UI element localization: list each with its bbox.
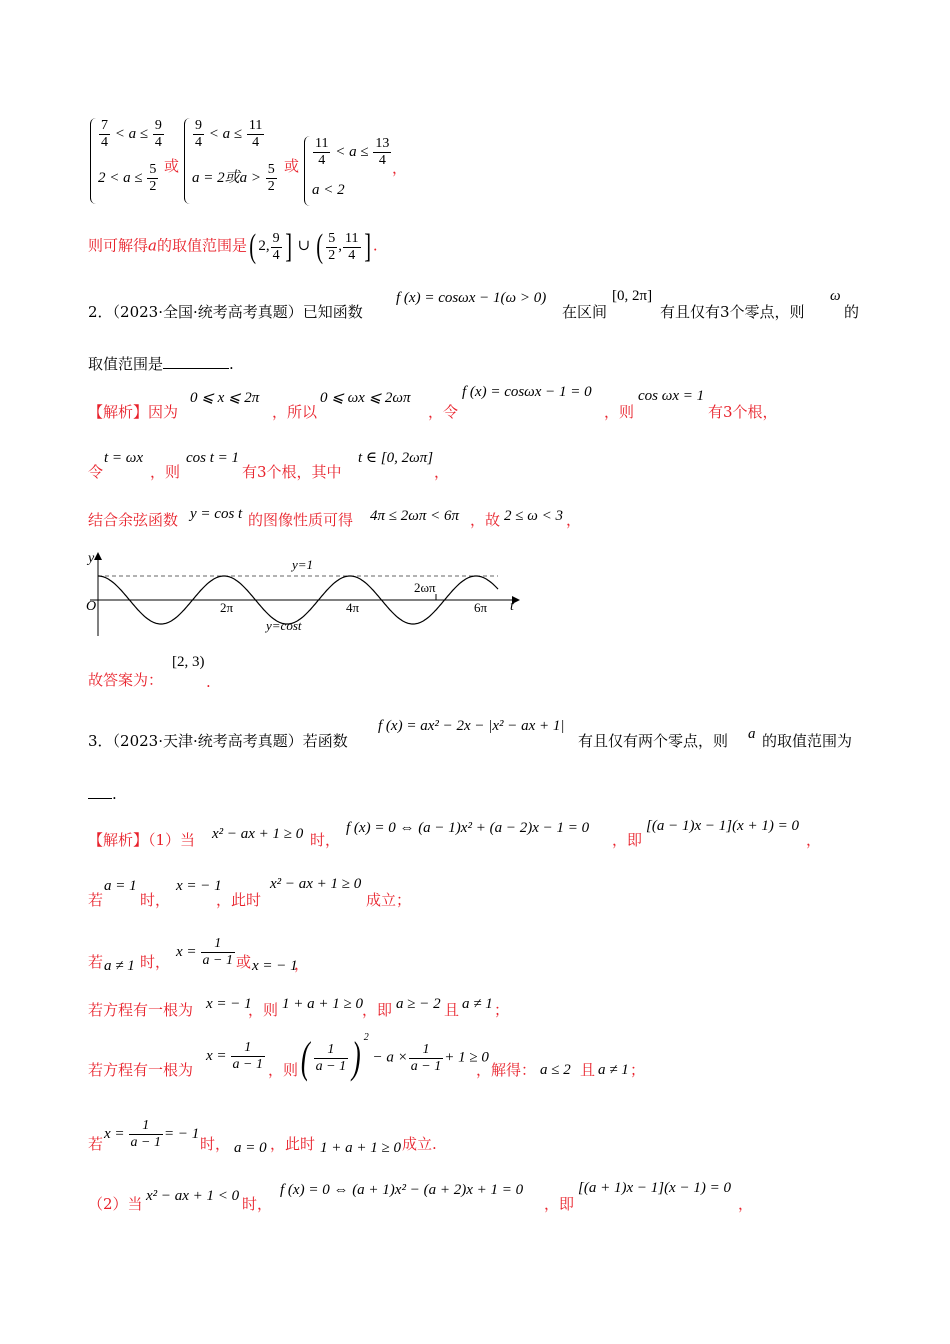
q2-sol-m4: cos ωx = 1 — [638, 388, 705, 404]
q3-sol-r1: 【解析】（1）当 — [88, 831, 196, 849]
q3-sol-r6-end: 成立. — [402, 1135, 437, 1153]
y-equals-1-label: y=1 — [292, 557, 314, 572]
q2-sol-l2-roots: 有3个根，其中 — [242, 463, 342, 481]
q3-sol-r6-if: 若 — [88, 1135, 104, 1153]
q3-sol-r4-m2: 1 + a + 1 ≥ 0 — [282, 996, 363, 1012]
q2-sol-l3-a: 结合余弦函数 — [88, 511, 179, 529]
q3-sol-r4-c: ，即 — [362, 1001, 393, 1019]
or-2: 或 — [284, 157, 300, 175]
q3-sol-r1-end: ， — [806, 831, 822, 849]
q3-sol-r7-when: 时， — [242, 1195, 273, 1213]
q2-sol-l2-end: ， — [434, 463, 450, 481]
q2-sol-m3: f (x) = cosωx − 1 = 0 — [462, 384, 592, 400]
q3-sol-r6-when: 时， — [200, 1135, 231, 1153]
q2-answer-end: . — [206, 673, 211, 691]
q2-function: f (x) = cosωx − 1(ω > 0) — [396, 290, 547, 306]
q3-sol-r3-or: 或 — [236, 953, 252, 971]
q2-sol-m5: t = ωx — [104, 450, 144, 466]
q2-line-2: 取值范围是 . — [88, 355, 234, 373]
q3-sol-r1-m3: [(a − 1)x − 1](x + 1) = 0 — [646, 818, 799, 834]
q3-sol-r3-frac: x = $\frac{1}{a - 1}$ — [176, 936, 233, 968]
q3-tail: 的取值范围为 — [762, 732, 853, 750]
tick-4pi: 4π — [346, 600, 360, 615]
q2-interval: [0, 2π] — [612, 288, 653, 304]
y-label: y — [88, 551, 95, 566]
q2-sol-m2: 0 ⩽ ωx ⩽ 2ωπ — [320, 390, 411, 406]
q3-sol-r5-c: ，解得： — [476, 1061, 537, 1079]
answer-blank-2 — [88, 798, 112, 799]
y-equals-cost-label: y=cost — [266, 618, 302, 633]
q2-sol-then: ，则 — [604, 403, 635, 421]
q3-sol-r1-m2: f (x) = 0 ⇔ (a − 1)x² + (a − 2)x − 1 = 0 — [346, 820, 590, 836]
q2-answer: 故答案为： — [88, 671, 164, 689]
q3-sol-r7-m1: x² − ax + 1 < 0 — [146, 1188, 240, 1204]
q3-sol-r2-then: ，此时 — [216, 891, 262, 909]
q3-sol-r6-m2: 1 + a + 1 ≥ 0 — [320, 1140, 401, 1156]
q3-sol-r5-m2: a ≠ 1 — [598, 1062, 629, 1078]
q2-sol-m7: t ∈ [0, 2ωπ] — [358, 450, 434, 466]
q2-sol-l3-b: 的图像性质可得 — [248, 511, 354, 529]
q3-line-1: 3．（2023·天津·统考高考真题）若函数 — [88, 732, 348, 750]
tick-2omega-pi: 2ωπ — [414, 580, 436, 595]
q2-sol-l2-let: 令 — [88, 463, 104, 481]
q3-var: a — [748, 726, 756, 742]
q3-sol-r6-frac: x = $\frac{1}{a - 1}$ = − 1 — [104, 1118, 200, 1150]
q2-sol-m8: y = cos t — [190, 506, 243, 522]
q3-sol-r4-and: 且 — [444, 1001, 460, 1019]
q2-sol-l3-c: ，故 — [470, 511, 501, 529]
q3-sol-r4-m1: x = − 1 — [206, 996, 252, 1012]
q3-sol-r3-m1: a ≠ 1 — [104, 958, 135, 974]
q2-mid-2: 有且仅有3个零点，则 — [660, 303, 805, 321]
q3-sol-r4-m4: a ≠ 1 — [462, 996, 493, 1012]
q3-sol-r1-m1: x² − ax + 1 ≥ 0 — [212, 826, 304, 842]
q3-sol-r5-end: ； — [630, 1061, 646, 1079]
q3-sol-r5-a: 若方程有一根为 — [88, 1061, 194, 1079]
cosine-graph — [80, 548, 530, 640]
q2-sol-roots: 有3个根， — [708, 403, 778, 421]
q3-sol-r2-if: 若 — [88, 891, 104, 909]
q2-solution-line-1: 【解析】因为 — [88, 403, 179, 421]
answer-blank — [163, 368, 229, 369]
q2-sol-m6: cos t = 1 — [186, 450, 240, 466]
q2-sol-let: ，令 — [428, 403, 459, 421]
q3-sol-r7-ie: ，即 — [544, 1195, 575, 1213]
q3-sol-r5-b: ，则 — [268, 1061, 299, 1079]
q3-sol-r5-m1: a ≤ 2 — [540, 1062, 571, 1078]
q2-sol-m10: 2 ≤ ω < 3 — [504, 508, 563, 524]
q3-mid: 有且仅有两个零点，则 — [578, 732, 729, 750]
q3-sol-r3-m2: x = − 1 — [252, 958, 298, 974]
q3-sol-r4-b: ，则 — [248, 1001, 279, 1019]
q2-line-1: 2．（2023·全国·统考高考真题）已知函数 — [88, 303, 363, 321]
q2-sol-so: ，所以 — [272, 403, 318, 421]
q3-sol-r4-end: ； — [494, 1001, 510, 1019]
q3-sol-r7-m3: [(a + 1)x − 1](x − 1) = 0 — [578, 1180, 731, 1196]
q3-sol-r6-m1: a = 0 — [234, 1140, 267, 1156]
q3-line-2: . — [88, 784, 117, 804]
system-1: $\frac{7}{4}$ < a ≤ $\frac{9}{4}$ 2 < a ≤ $\frac{5}{2}$ — [90, 118, 160, 204]
comma-1: ， — [392, 159, 408, 177]
q2-omega: ω — [830, 288, 841, 304]
q3-sol-r2-m2: x = − 1 — [176, 878, 222, 894]
q3-function: f (x) = ax² − 2x − |x² − ax + 1| — [378, 718, 565, 734]
q3-sol-r1-ie: ，即 — [612, 831, 643, 849]
q2-tail: 的 — [844, 303, 860, 321]
q3-sol-r3-when: 时， — [140, 953, 171, 971]
q2-sol-m9: 4π ≤ 2ωπ < 6π — [370, 508, 459, 524]
q2-sol-l3-end: ， — [566, 511, 582, 529]
q3-sol-r1-when: 时， — [310, 831, 341, 849]
q2-sol-m1: 0 ⩽ x ⩽ 2π — [190, 390, 260, 406]
system-3: $\frac{11}{4}$ < a ≤ $\frac{13}{4}$ a < 2 — [304, 136, 394, 206]
q3-sol-r4-m3: a ≥ − 2 — [396, 996, 441, 1012]
q3-sol-r5-frac: x = $\frac{1}{a - 1}$ — [206, 1040, 263, 1072]
q3-sol-r7: （2）当 — [88, 1195, 143, 1213]
tick-2pi: 2π — [220, 600, 234, 615]
tick-6pi: 6π — [474, 600, 488, 615]
q3-sol-r2-when: 时， — [140, 891, 171, 909]
q3-sol-r7-end: ， — [738, 1195, 754, 1213]
q3-sol-r7-m2: f (x) = 0 ⇔ (a + 1)x² − (a + 2)x + 1 = 0 — [280, 1182, 524, 1198]
or-1: 或 — [164, 157, 180, 175]
q3-sol-r5-and: 且 — [580, 1061, 596, 1079]
q3-sol-r5-expr: ( $\frac{1}{a - 1}$ ) $^2$ − a × $\frac{1}{a - 1}$ + 1 ≥ 0 — [300, 1032, 489, 1082]
range-line: 则可解得a的取值范围是( 2, $\frac{9}{4}$ ] ∪ ( $\frac{5}{2}$ , $\frac{11}{4}$ ] . — [88, 228, 378, 265]
q3-sol-r4-a: 若方程有一根为 — [88, 1001, 194, 1019]
q3-sol-r2-m3: x² − ax + 1 ≥ 0 — [270, 876, 362, 892]
t-label: t — [510, 599, 514, 614]
q3-sol-r2-end: 成立； — [366, 891, 412, 909]
q3-sol-r2-m1: a = 1 — [104, 878, 137, 894]
q3-sol-r6-then: ，此时 — [270, 1135, 316, 1153]
q3-sol-r3-end: ， — [294, 955, 310, 973]
q2-sol-l2-then: ，则 — [150, 463, 181, 481]
system-2: $\frac{9}{4}$ < a ≤ $\frac{11}{4}$ a = 2或a > $\frac{5}{2}$ — [184, 118, 284, 204]
q2-answer-value: [2, 3) — [172, 654, 205, 670]
origin-label: O — [86, 599, 97, 614]
q3-sol-r3-if: 若 — [88, 953, 104, 971]
q2-mid-1: 在区间 — [562, 303, 608, 321]
